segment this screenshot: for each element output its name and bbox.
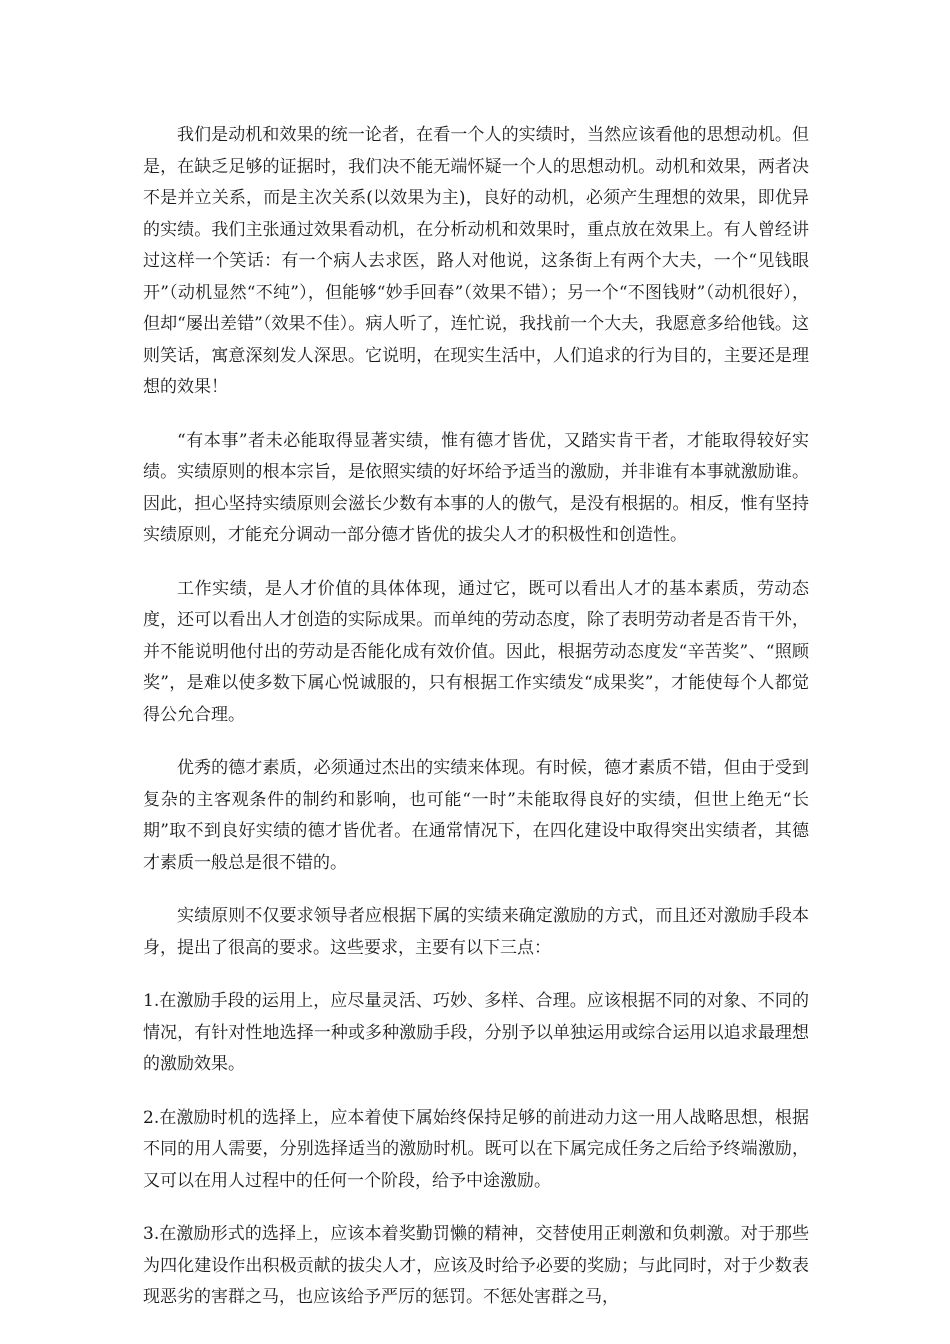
- paragraph-ability: “有本事”者未必能取得显著实绩，惟有德才皆优，又踏实肯干者，才能取得较好实绩。实绩原则的根本宗旨，是依照实绩的好坏给予适当的激励，并非谁有本事就激励谁。因此，担心坚持实绩原则会滋长少数有本事的人的傲气，是没有根据的。相反，惟有坚持实绩原则，才能充分调动一部分德才皆优的拔尖人才的积极性和创造性。: [143, 430, 809, 545]
- list-item-incentive-timing: 2.在激励时机的选择上，应本着使下属始终保持足够的前进动力这一用人战略思想，根据不同的用人需要，分别选择适当的激励时机。既可以在下属完成任务之后给予终端激励，又可以在用人过程中的任何一个阶段，给予中途激励。: [143, 1107, 809, 1191]
- paragraph-requirements-intro: 实绩原则不仅要求领导者应根据下属的实绩来确定激励的方式，而且还对激励手段本身，提出了很高的要求。这些要求，主要有以下三点：: [143, 906, 809, 958]
- list-item-incentive-means: 1.在激励手段的运用上，应尽量灵活、巧妙、多样、合理。应该根据不同的对象、不同的情况，有针对性地选择一种或多种激励手段，分别予以单独运用或综合运用以追求最理想的激励效果。: [143, 991, 809, 1074]
- paragraph-motive-effect: 我们是动机和效果的统一论者，在看一个人的实绩时，当然应该看他的思想动机。但是，在缺乏足够的证据时，我们决不能无端怀疑一个人的思想动机。动机和效果，两者决不是并立关系，而是主次关系(以效果为主)，良好的动机，必须产生理想的效果，即优异的实绩。我们主张通过效果看动机，在分析动机和效果时，重点放在效果上。有人曾经讲过这样一个笑话：有一个病人去求医，路人对他说，这条街上有两个大夫，一个“见钱眼开”（动机显然“不纯”），但能够“妙手回春”（效果不错）；另一个“不图钱财”（动机很好），但却“屡出差错”（效果不佳）。病人听了，连忙说，我找前一个大夫，我愿意多给他钱。这则笑话，寓意深刻发人深思。它说明，在现实生活中，人们追求的行为目的，主要还是理想的效果！: [143, 125, 809, 397]
- paragraph-virtue-talent: 优秀的德才素质，必须通过杰出的实绩来体现。有时候，德才素质不错，但由于受到复杂的主客观条件的制约和影响，也可能“一时”未能取得良好的实绩，但世上绝无“长期”取不到良好实绩的德才皆优者。在通常情况下，在四化建设中取得突出实绩者，其德才素质一般总是很不错的。: [143, 758, 809, 873]
- paragraph-work-performance: 工作实绩，是人才价值的具体体现，通过它，既可以看出人才的基本素质，劳动态度，还可以看出人才创造的实际成果。而单纯的劳动态度，除了表明劳动者是否肯干外，并不能说明他付出的劳动是否能化成有效价值。因此，根据劳动态度发“辛苦奖”、“照顾奖”，是难以使多数下属心悦诚服的，只有根据工作实绩发“成果奖”，才能使每个人都觉得公允合理。: [143, 578, 809, 725]
- document-body: [143, 120, 809, 1336]
- list-item-incentive-form: 3.在激励形式的选择上，应该本着奖勤罚懒的精神，交替使用正刺激和负刺激。对于那些为四化建设作出积极贡献的拔尖人才，应该及时给予必要的奖励；与此同时，对于少数表现恶劣的害群之马，也应该给予严厉的惩罚。不惩处害群之马，: [143, 1224, 809, 1307]
